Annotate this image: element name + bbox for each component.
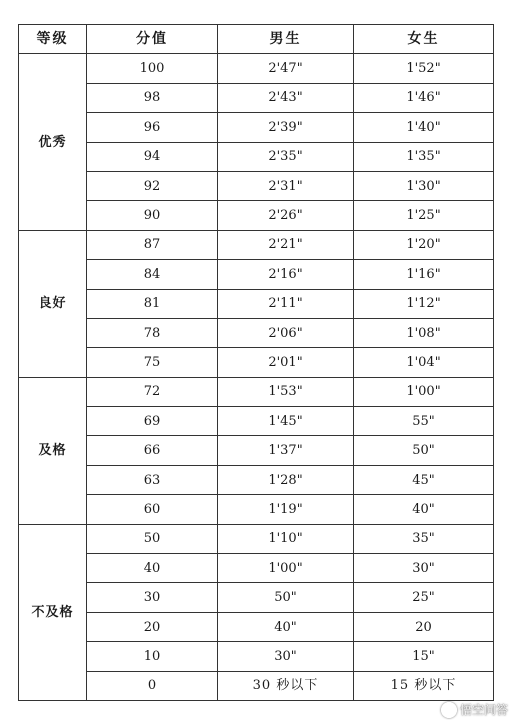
score-cell: 98 bbox=[87, 83, 218, 112]
female-time-cell: 1'00" bbox=[354, 377, 494, 406]
male-time-cell: 2'35" bbox=[218, 142, 354, 171]
male-time-cell: 1'28" bbox=[218, 465, 354, 494]
score-cell: 84 bbox=[87, 260, 218, 289]
watermark bbox=[441, 701, 508, 718]
table-row bbox=[19, 83, 494, 112]
score-cell: 78 bbox=[87, 318, 218, 347]
male-time-cell: 2'26" bbox=[218, 201, 354, 230]
table-row bbox=[19, 171, 494, 200]
table-row bbox=[19, 495, 494, 524]
table-row bbox=[19, 612, 494, 641]
table-row bbox=[19, 348, 494, 377]
male-time-cell: 50" bbox=[218, 583, 354, 612]
female-time-cell: 1'35" bbox=[354, 142, 494, 171]
score-cell: 60 bbox=[87, 495, 218, 524]
female-time-cell: 1'20" bbox=[354, 230, 494, 259]
female-time-cell: 55" bbox=[354, 407, 494, 436]
score-cell: 10 bbox=[87, 642, 218, 671]
table-row bbox=[19, 54, 494, 83]
grade-cell: 及格 bbox=[19, 377, 87, 524]
score-cell: 69 bbox=[87, 407, 218, 436]
male-time-cell: 30" bbox=[218, 642, 354, 671]
female-time-cell: 1'12" bbox=[354, 289, 494, 318]
score-cell: 0 bbox=[87, 671, 218, 700]
table-row bbox=[19, 407, 494, 436]
female-time-cell: 1'04" bbox=[354, 348, 494, 377]
female-time-cell: 1'52" bbox=[354, 54, 494, 83]
table-row bbox=[19, 113, 494, 142]
grade-cell: 不及格 bbox=[19, 524, 87, 700]
table-row bbox=[19, 671, 494, 700]
male-time-cell: 40" bbox=[218, 612, 354, 641]
male-time-cell: 1'37" bbox=[218, 436, 354, 465]
male-time-cell: 30 秒以下 bbox=[218, 671, 354, 700]
male-time-cell: 2'39" bbox=[218, 113, 354, 142]
table-row bbox=[19, 554, 494, 583]
table-row bbox=[19, 142, 494, 171]
table-row bbox=[19, 289, 494, 318]
female-time-cell: 45" bbox=[354, 465, 494, 494]
male-time-cell: 2'11" bbox=[218, 289, 354, 318]
female-time-cell: 15" bbox=[354, 642, 494, 671]
score-cell: 20 bbox=[87, 612, 218, 641]
female-time-cell: 1'16" bbox=[354, 260, 494, 289]
female-time-cell: 30" bbox=[354, 554, 494, 583]
male-time-cell: 2'43" bbox=[218, 83, 354, 112]
female-time-cell: 15 秒以下 bbox=[354, 671, 494, 700]
score-cell: 75 bbox=[87, 348, 218, 377]
score-table bbox=[18, 24, 494, 701]
female-time-cell: 25" bbox=[354, 583, 494, 612]
female-time-cell: 1'08" bbox=[354, 318, 494, 347]
table-row bbox=[19, 436, 494, 465]
score-cell: 81 bbox=[87, 289, 218, 318]
male-time-cell: 1'19" bbox=[218, 495, 354, 524]
score-table-container bbox=[18, 24, 494, 701]
male-time-cell: 2'21" bbox=[218, 230, 354, 259]
table-row bbox=[19, 230, 494, 259]
male-time-cell: 2'01" bbox=[218, 348, 354, 377]
header-score: 分值 bbox=[87, 25, 218, 54]
female-time-cell: 50" bbox=[354, 436, 494, 465]
female-time-cell: 1'30" bbox=[354, 171, 494, 200]
male-time-cell: 2'31" bbox=[218, 171, 354, 200]
grade-cell: 良好 bbox=[19, 230, 87, 377]
table-row bbox=[19, 583, 494, 612]
header-male: 男生 bbox=[218, 25, 354, 54]
male-time-cell: 2'06" bbox=[218, 318, 354, 347]
female-time-cell: 20 bbox=[354, 612, 494, 641]
grade-cell: 优秀 bbox=[19, 54, 87, 230]
wukong-logo-icon bbox=[441, 702, 457, 718]
male-time-cell: 2'47" bbox=[218, 54, 354, 83]
watermark-text: 悟空问答 bbox=[459, 703, 508, 717]
score-cell: 94 bbox=[87, 142, 218, 171]
female-time-cell: 1'46" bbox=[354, 83, 494, 112]
table-row bbox=[19, 377, 494, 406]
table-row bbox=[19, 201, 494, 230]
score-cell: 100 bbox=[87, 54, 218, 83]
score-cell: 40 bbox=[87, 554, 218, 583]
score-cell: 87 bbox=[87, 230, 218, 259]
table-header-row bbox=[19, 25, 494, 54]
score-cell: 30 bbox=[87, 583, 218, 612]
male-time-cell: 2'16" bbox=[218, 260, 354, 289]
score-cell: 50 bbox=[87, 524, 218, 553]
male-time-cell: 1'10" bbox=[218, 524, 354, 553]
female-time-cell: 1'40" bbox=[354, 113, 494, 142]
table-row bbox=[19, 318, 494, 347]
table-body bbox=[19, 54, 494, 701]
female-time-cell: 35" bbox=[354, 524, 494, 553]
score-cell: 72 bbox=[87, 377, 218, 406]
header-female: 女生 bbox=[354, 25, 494, 54]
male-time-cell: 1'53" bbox=[218, 377, 354, 406]
male-time-cell: 1'45" bbox=[218, 407, 354, 436]
male-time-cell: 1'00" bbox=[218, 554, 354, 583]
score-cell: 90 bbox=[87, 201, 218, 230]
header-grade: 等级 bbox=[19, 25, 87, 54]
score-cell: 66 bbox=[87, 436, 218, 465]
female-time-cell: 40" bbox=[354, 495, 494, 524]
table-row bbox=[19, 642, 494, 671]
score-cell: 96 bbox=[87, 113, 218, 142]
score-cell: 92 bbox=[87, 171, 218, 200]
score-cell: 63 bbox=[87, 465, 218, 494]
table-row bbox=[19, 465, 494, 494]
table-row bbox=[19, 524, 494, 553]
table-row bbox=[19, 260, 494, 289]
female-time-cell: 1'25" bbox=[354, 201, 494, 230]
